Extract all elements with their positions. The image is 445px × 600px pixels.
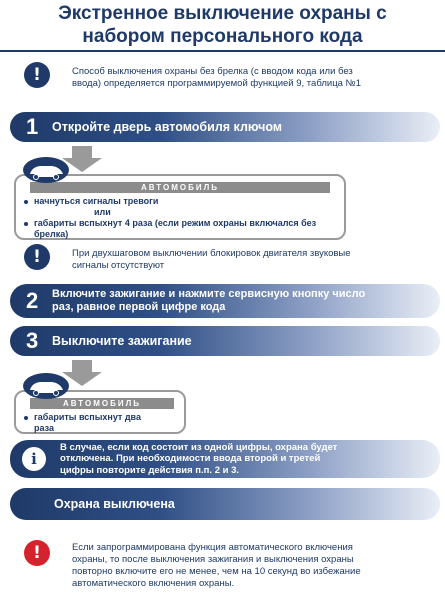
list-item: габариты вспыхнут 4 раза (если режим охраны включался без брелка) xyxy=(24,218,316,240)
result-label: Охрана выключена xyxy=(54,497,175,511)
step-2-label: Включите зажигание и нажмите сервисную кнопку число раз, равное первой цифре кода xyxy=(52,288,366,313)
car-box-list xyxy=(24,412,141,434)
car-box-header: АВТОМОБИЛЬ xyxy=(30,398,174,409)
list-item-or: или xyxy=(94,207,111,217)
info-band xyxy=(10,440,440,478)
intro-note: Способ выключения охраны без брелка (с вводом кода или без ввода) определяется программируемой функцией 9, таблица №1 xyxy=(72,66,362,89)
exclamation-icon: ! xyxy=(24,244,50,270)
exclamation-icon: ! xyxy=(24,540,50,566)
info-icon: i xyxy=(22,447,46,471)
exclamation-icon: ! xyxy=(24,62,50,88)
info-text: В случае, если код состоит из одной цифры, охрана будет отключена. При необходимости ввода второй и третей цифры повторите действия п.п. 2 и 3. xyxy=(60,441,338,476)
two-step-note: При двухшаговом выключении блокировок двигателя звуковые сигналы отсутствуют xyxy=(72,248,351,271)
title-line-1: Экстренное выключение охраны с xyxy=(58,3,387,24)
step-3-label: Выключите зажигание xyxy=(52,334,192,348)
list-item: начнуться сигналы тревоги xyxy=(24,196,316,207)
car-icon xyxy=(22,372,70,400)
title-divider xyxy=(0,50,445,52)
list-item: габариты вспыхнут два раза xyxy=(24,412,141,434)
step-3-number: 3 xyxy=(26,328,39,353)
title-line-2: набором персонального кода xyxy=(82,26,363,47)
step-2-band xyxy=(10,284,440,318)
step-1-label: Откройте дверь автомобиля ключом xyxy=(52,120,283,134)
step-2-number: 2 xyxy=(26,288,39,313)
step-1-band xyxy=(10,112,440,142)
car-box-header: АВТОМОБИЛЬ xyxy=(30,182,330,193)
step-3-band xyxy=(10,326,440,356)
result-band xyxy=(10,488,440,520)
step-1-number: 1 xyxy=(26,114,39,139)
car-box-list xyxy=(24,196,316,240)
car-icon xyxy=(22,156,70,184)
auto-arm-warning: Если запрограммирована функция автоматического включения охраны, то после выключения зажигания и выключения охраны повторно включите его не менее, чем на 10 секунд во избежание автоматического включения охраны. xyxy=(72,542,361,589)
page-title xyxy=(0,2,445,48)
